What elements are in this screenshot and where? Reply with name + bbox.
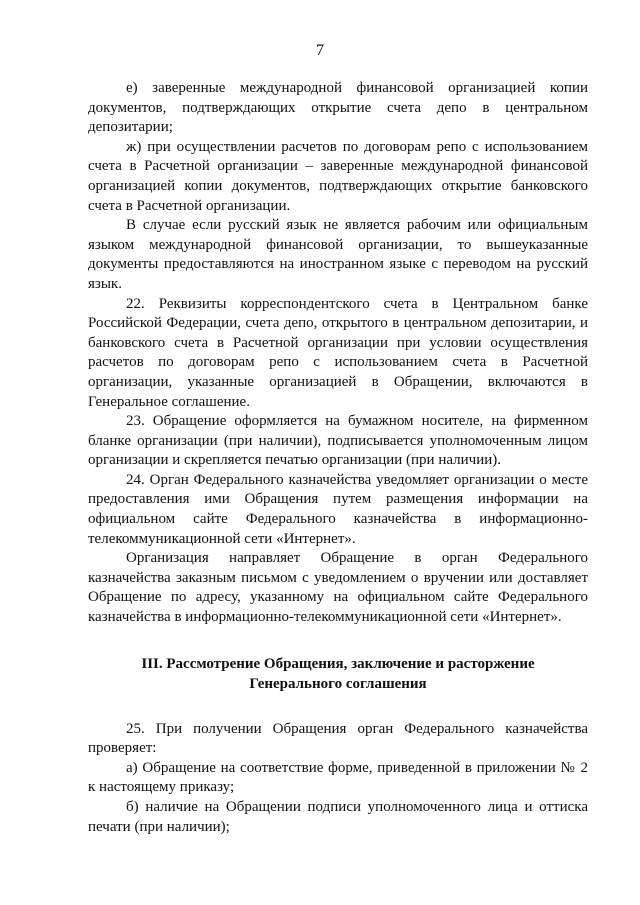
paragraph-item-zh: ж) при осуществлении расчетов по договорам репо с использованием счета в Расчетной организации – заверенные международной финансовой организацией копии документов, подтверждающих открытие банковского счета в Расчетной организации.: [88, 138, 588, 214]
paragraph-25-b: б) наличие на Обращении подписи уполномоченного лица и оттиска печати (при наличии);: [88, 799, 588, 835]
paragraph-23: 23. Обращение оформляется на бумажном носителе, на фирменном бланке организации (при наличии), подписывается уполномоченным лицом организации и скрепляется печатью организации (при наличии).: [88, 413, 588, 469]
paragraph-22: 22. Реквизиты корреспондентского счета в Центральном банке Российской Федерации, счета депо, открытого в центральном депозитарии, и банковского счета в Расчетной организации при условии осуществления расчетов по договорам репо с использованием счета в Расчетной организации, указанные организацией в Обращении, включаются в Генеральное соглашение.: [88, 295, 588, 410]
section-heading: III. Рассмотрение Обращения, заключение и расторжение Генерального соглашения: [141, 655, 535, 692]
page-number: 7: [316, 42, 324, 59]
paragraph-25-a: а) Обращение на соответствие форме, приведенной в приложении № 2 к настоящему приказу;: [88, 759, 588, 796]
paragraph-language-note: В случае если русский язык не является рабочим или официальным языком международной финансовой организации, то вышеуказанные документы предоставляются на иностранном языке с переводом на русский язык.: [88, 217, 588, 292]
paragraph-24: 24. Орган Федерального казначейства уведомляет организации о месте предоставления ими Обращения путем размещения информации на официальном сайте Федерального казначейства в информационно-телекоммуникационной сети «Интернет».: [88, 471, 588, 547]
paragraph-25: 25. При получении Обращения орган Федерального казначейства проверяет:: [88, 720, 588, 757]
paragraph-24-delivery: Организация направляет Обращение в орган Федерального казначейства заказным письмом с уведомлением о вручении или доставляет Обращение по адресу, указанному на официальном сайте Федерального казначейства в информационно-телекоммуникационной сети «Интернет».: [88, 550, 588, 626]
paragraph-item-e: е) заверенные международной финансовой организацией копии документов, подтверждающих открытие счета депо в центральном депозитарии;: [88, 80, 588, 136]
document-body: [88, 79, 588, 837]
